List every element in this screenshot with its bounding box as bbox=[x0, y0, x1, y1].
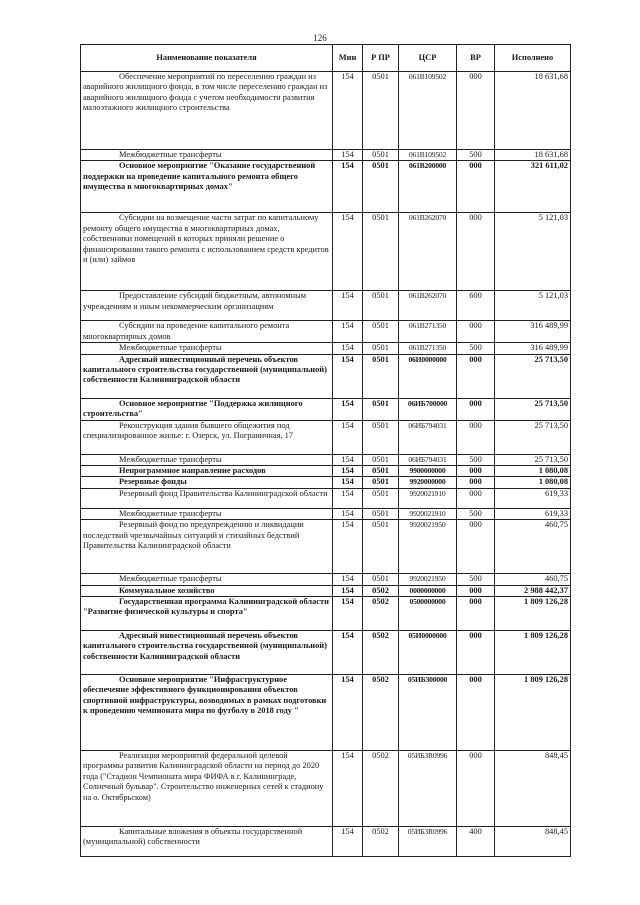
row-min-cell: 154 bbox=[333, 354, 363, 398]
row-csr-cell: 9920021950 bbox=[399, 520, 457, 574]
row-rpr-cell: 0501 bbox=[363, 398, 399, 420]
row-done-cell: 619,33 bbox=[495, 488, 571, 508]
table-row bbox=[81, 675, 571, 751]
row-min-cell: 154 bbox=[333, 631, 363, 675]
row-rpr-cell: 0502 bbox=[363, 597, 399, 631]
row-csr-cell: 05ИБ3R0996 bbox=[399, 751, 457, 827]
table-row bbox=[81, 343, 571, 354]
row-done-cell: 1 080,08 bbox=[495, 466, 571, 477]
row-name-cell: Обеспечение мероприятий по переселению граждан из аварийного жилищного фонда, в том числе переселению граждан из аварийного жилищного фонда с учетом необходимости развития малоэтажного жилищного строительства bbox=[81, 72, 333, 150]
header-rpr: Р ПР bbox=[363, 45, 399, 72]
row-min-cell: 154 bbox=[333, 343, 363, 354]
row-csr-cell: 06ИБ794031 bbox=[399, 454, 457, 465]
row-csr-cell: 061B109502 bbox=[399, 72, 457, 150]
table-row bbox=[81, 72, 571, 150]
row-min-cell: 154 bbox=[333, 477, 363, 488]
row-done-cell: 460,75 bbox=[495, 574, 571, 585]
row-csr-cell: 061B262070 bbox=[399, 291, 457, 321]
row-name-cell: Основное мероприятие "Оказание государственной поддержки на проведение капитального ремонта общего имущества в многоквартирных домах" bbox=[81, 161, 333, 213]
table-row bbox=[81, 827, 571, 857]
table-row bbox=[81, 398, 571, 420]
row-name-cell: Коммунальное хозяйство bbox=[81, 585, 333, 596]
table-row bbox=[81, 574, 571, 585]
row-vr-cell: 000 bbox=[457, 354, 495, 398]
row-vr-cell: 000 bbox=[457, 631, 495, 675]
row-done-cell: 1 809 126,28 bbox=[495, 597, 571, 631]
table-row bbox=[81, 420, 571, 454]
row-rpr-cell: 0501 bbox=[363, 291, 399, 321]
row-min-cell: 154 bbox=[333, 398, 363, 420]
header-vr: ВР bbox=[457, 45, 495, 72]
row-vr-cell: 000 bbox=[457, 751, 495, 827]
row-name-cell: Резервный фонд Правительства Калининградской области bbox=[81, 488, 333, 508]
row-name-cell: Субсидии на возмещение части затрат по капитальному ремонту общего имущества в многоквартирных домах, собственники помещений в которых приняли решение о финансировании такого ремонта с использованием средств кредитов и (или) займов bbox=[81, 213, 333, 291]
row-done-cell: 848,45 bbox=[495, 751, 571, 827]
row-done-cell: 460,75 bbox=[495, 520, 571, 574]
row-vr-cell: 600 bbox=[457, 291, 495, 321]
row-rpr-cell: 0502 bbox=[363, 585, 399, 596]
row-name-cell: Межбюджетные трансферты bbox=[81, 150, 333, 161]
row-min-cell: 154 bbox=[333, 488, 363, 508]
row-vr-cell: 000 bbox=[457, 161, 495, 213]
row-vr-cell: 500 bbox=[457, 454, 495, 465]
row-done-cell: 18 631,68 bbox=[495, 150, 571, 161]
budget-execution-table bbox=[80, 44, 571, 857]
row-rpr-cell: 0502 bbox=[363, 827, 399, 857]
row-min-cell: 154 bbox=[333, 213, 363, 291]
row-vr-cell: 000 bbox=[457, 72, 495, 150]
row-min-cell: 154 bbox=[333, 161, 363, 213]
row-vr-cell: 400 bbox=[457, 827, 495, 857]
row-vr-cell: 000 bbox=[457, 488, 495, 508]
table-row bbox=[81, 454, 571, 465]
row-vr-cell: 000 bbox=[457, 420, 495, 454]
row-rpr-cell: 0501 bbox=[363, 488, 399, 508]
row-csr-cell: 9920021950 bbox=[399, 574, 457, 585]
row-csr-cell: 05ИБ300000 bbox=[399, 675, 457, 751]
row-name-cell: Адресный инвестиционный перечень объектов капитального строительства государственной (муниципальной) собственности Калининградской области bbox=[81, 631, 333, 675]
row-min-cell: 154 bbox=[333, 150, 363, 161]
row-done-cell: 1 809 126,28 bbox=[495, 631, 571, 675]
table-row bbox=[81, 150, 571, 161]
table-row bbox=[81, 508, 571, 519]
row-done-cell: 848,45 bbox=[495, 827, 571, 857]
row-done-cell: 321 611,02 bbox=[495, 161, 571, 213]
row-csr-cell: 9920000000 bbox=[399, 477, 457, 488]
row-name-cell: Непрограммное направление расходов bbox=[81, 466, 333, 477]
row-done-cell: 25 713,50 bbox=[495, 420, 571, 454]
table-row bbox=[81, 488, 571, 508]
row-rpr-cell: 0501 bbox=[363, 213, 399, 291]
row-csr-cell: 9920021910 bbox=[399, 488, 457, 508]
row-done-cell: 25 713,50 bbox=[495, 354, 571, 398]
row-done-cell: 25 713,50 bbox=[495, 398, 571, 420]
row-name-cell: Межбюджетные трансферты bbox=[81, 454, 333, 465]
table-row bbox=[81, 466, 571, 477]
row-csr-cell: 061B271350 bbox=[399, 321, 457, 343]
row-min-cell: 154 bbox=[333, 827, 363, 857]
row-rpr-cell: 0501 bbox=[363, 454, 399, 465]
row-rpr-cell: 0501 bbox=[363, 420, 399, 454]
row-rpr-cell: 0501 bbox=[363, 161, 399, 213]
row-name-cell: Реализация мероприятий федеральной целевой программы развития Калининградской области на период до 2020 года ("Стадион Чемпионата мира ФИФА в г. Калининграде, Солнечный бульвар". Строительство инженерных сетей к стадиону на о. Октябрьском) bbox=[81, 751, 333, 827]
row-done-cell: 25 713,50 bbox=[495, 454, 571, 465]
header-csr: ЦСР bbox=[399, 45, 457, 72]
row-name-cell: Реконструкция здания бывшего общежития под специализированное жилье: г. Озерск, ул. Пограничная, 17 bbox=[81, 420, 333, 454]
row-min-cell: 154 bbox=[333, 291, 363, 321]
row-csr-cell: 061B262070 bbox=[399, 213, 457, 291]
row-rpr-cell: 0501 bbox=[363, 150, 399, 161]
row-csr-cell: 06ИБ794031 bbox=[399, 420, 457, 454]
row-name-cell: Резервные фонды bbox=[81, 477, 333, 488]
row-csr-cell: 05И0000000 bbox=[399, 631, 457, 675]
row-csr-cell: 9920021910 bbox=[399, 508, 457, 519]
row-csr-cell: 061B271350 bbox=[399, 343, 457, 354]
row-min-cell: 154 bbox=[333, 466, 363, 477]
row-done-cell: 5 121,03 bbox=[495, 213, 571, 291]
row-rpr-cell: 0502 bbox=[363, 631, 399, 675]
row-csr-cell: 9900000000 bbox=[399, 466, 457, 477]
row-csr-cell: 05ИБ3R0996 bbox=[399, 827, 457, 857]
row-name-cell: Адресный инвестиционный перечень объектов капитального строительства государственной (муниципальной) собственности Калининградской области bbox=[81, 354, 333, 398]
row-name-cell: Капитальные вложения в объекты государственной (муниципальной) собственности bbox=[81, 827, 333, 857]
row-min-cell: 154 bbox=[333, 597, 363, 631]
row-done-cell: 2 988 442,37 bbox=[495, 585, 571, 596]
row-vr-cell: 000 bbox=[457, 597, 495, 631]
row-rpr-cell: 0502 bbox=[363, 751, 399, 827]
row-vr-cell: 000 bbox=[457, 398, 495, 420]
table-row bbox=[81, 321, 571, 343]
row-rpr-cell: 0501 bbox=[363, 508, 399, 519]
row-done-cell: 619,33 bbox=[495, 508, 571, 519]
row-done-cell: 5 121,03 bbox=[495, 291, 571, 321]
row-vr-cell: 500 bbox=[457, 150, 495, 161]
row-csr-cell: 0000000000 bbox=[399, 585, 457, 596]
table-header-row bbox=[81, 45, 571, 72]
row-min-cell: 154 bbox=[333, 454, 363, 465]
row-vr-cell: 000 bbox=[457, 520, 495, 574]
row-done-cell: 1 809 126,28 bbox=[495, 675, 571, 751]
row-rpr-cell: 0501 bbox=[363, 72, 399, 150]
row-min-cell: 154 bbox=[333, 321, 363, 343]
row-vr-cell: 500 bbox=[457, 508, 495, 519]
row-done-cell: 1 080,08 bbox=[495, 477, 571, 488]
row-done-cell: 18 631,68 bbox=[495, 72, 571, 150]
row-rpr-cell: 0502 bbox=[363, 675, 399, 751]
row-vr-cell: 000 bbox=[457, 466, 495, 477]
row-name-cell: Государственная программа Калининградской области "Развитие физической культуры и спорта" bbox=[81, 597, 333, 631]
row-name-cell: Резервный фонд по предупреждению и ликвидации последствий чрезвычайных ситуаций и стихийных бедствий Правительства Калининградской области bbox=[81, 520, 333, 574]
row-name-cell: Межбюджетные трансферты bbox=[81, 343, 333, 354]
table-row bbox=[81, 585, 571, 596]
table-row bbox=[81, 597, 571, 631]
row-name-cell: Основное мероприятие "Поддержка жилищного строительства" bbox=[81, 398, 333, 420]
row-vr-cell: 500 bbox=[457, 343, 495, 354]
table-row bbox=[81, 477, 571, 488]
row-rpr-cell: 0501 bbox=[363, 321, 399, 343]
row-name-cell: Межбюджетные трансферты bbox=[81, 574, 333, 585]
row-vr-cell: 500 bbox=[457, 574, 495, 585]
table-row bbox=[81, 161, 571, 213]
row-name-cell: Основное мероприятие "Инфраструктурное обеспечение эффективного функционирования объектов спортивной инфраструктуры, возводимых в рамках подготовки к проведению чемпионата мира по футболу в 2018 году " bbox=[81, 675, 333, 751]
row-rpr-cell: 0501 bbox=[363, 520, 399, 574]
row-csr-cell: 0500000000 bbox=[399, 597, 457, 631]
row-min-cell: 154 bbox=[333, 72, 363, 150]
table-row bbox=[81, 520, 571, 574]
header-name: Наименование показателя bbox=[81, 45, 333, 72]
row-done-cell: 316 489,99 bbox=[495, 343, 571, 354]
row-vr-cell: 000 bbox=[457, 585, 495, 596]
table-row bbox=[81, 631, 571, 675]
table-row bbox=[81, 291, 571, 321]
header-min: Мин bbox=[333, 45, 363, 72]
row-csr-cell: 061B109502 bbox=[399, 150, 457, 161]
header-done: Исполнено bbox=[495, 45, 571, 72]
row-vr-cell: 000 bbox=[457, 213, 495, 291]
row-min-cell: 154 bbox=[333, 751, 363, 827]
row-rpr-cell: 0501 bbox=[363, 466, 399, 477]
row-csr-cell: 06ИБ700000 bbox=[399, 398, 457, 420]
row-rpr-cell: 0501 bbox=[363, 354, 399, 398]
table-row bbox=[81, 354, 571, 398]
row-min-cell: 154 bbox=[333, 574, 363, 585]
row-rpr-cell: 0501 bbox=[363, 343, 399, 354]
row-min-cell: 154 bbox=[333, 520, 363, 574]
row-vr-cell: 000 bbox=[457, 675, 495, 751]
table-row bbox=[81, 751, 571, 827]
row-rpr-cell: 0501 bbox=[363, 574, 399, 585]
row-csr-cell: 061B200000 bbox=[399, 161, 457, 213]
row-name-cell: Предоставление субсидий бюджетным, автономным учреждениям и иным некоммерческим организациям bbox=[81, 291, 333, 321]
row-min-cell: 154 bbox=[333, 420, 363, 454]
row-rpr-cell: 0501 bbox=[363, 477, 399, 488]
row-min-cell: 154 bbox=[333, 508, 363, 519]
page-number: 126 bbox=[313, 33, 327, 43]
row-vr-cell: 000 bbox=[457, 477, 495, 488]
row-name-cell: Межбюджетные трансферты bbox=[81, 508, 333, 519]
row-vr-cell: 000 bbox=[457, 321, 495, 343]
row-min-cell: 154 bbox=[333, 675, 363, 751]
row-done-cell: 316 489,99 bbox=[495, 321, 571, 343]
row-csr-cell: 06И0000000 bbox=[399, 354, 457, 398]
table-row bbox=[81, 213, 571, 291]
row-name-cell: Субсидии на проведение капитального ремонта многоквартирных домов bbox=[81, 321, 333, 343]
row-min-cell: 154 bbox=[333, 585, 363, 596]
